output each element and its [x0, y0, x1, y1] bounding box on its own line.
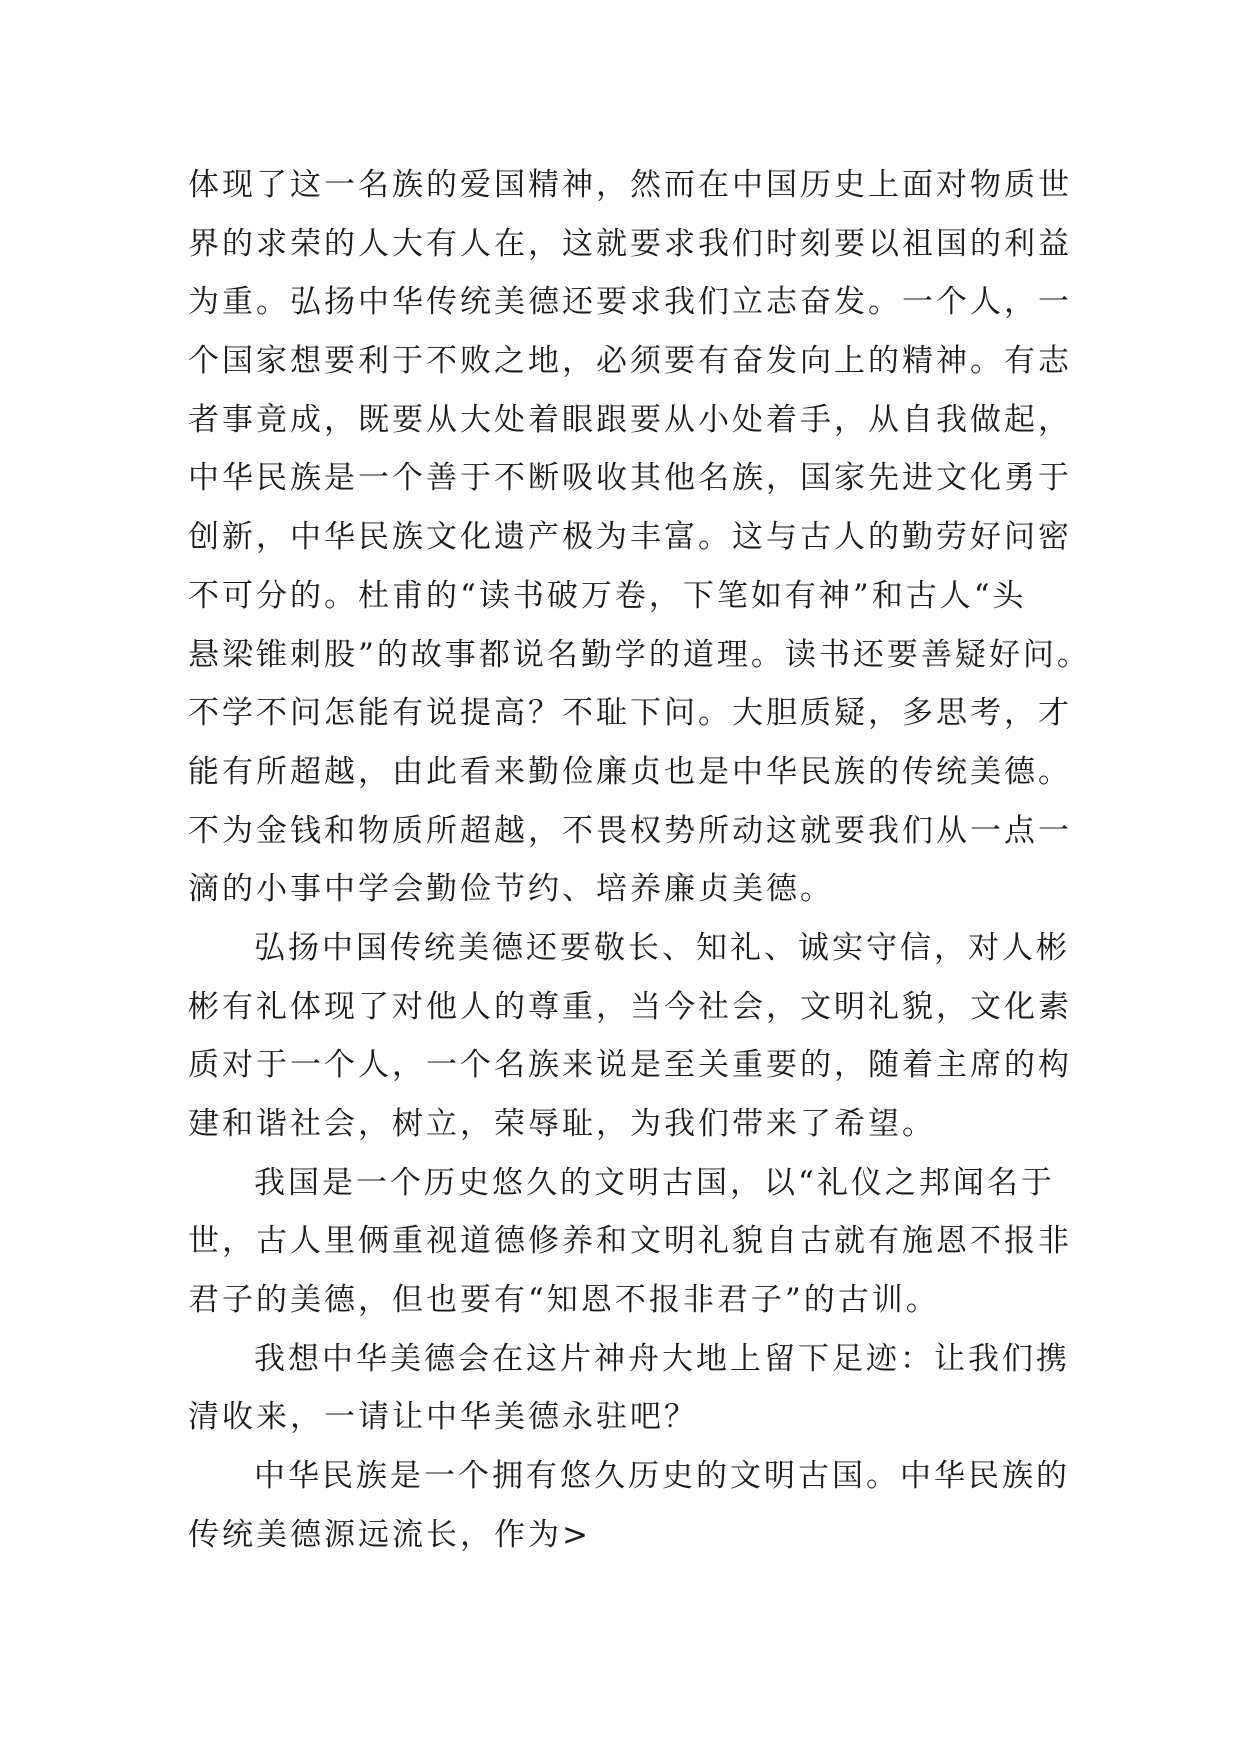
text-line: 质对于一个人，一个名族来说是至关重要的，随着主席的构 [188, 1047, 1072, 1084]
text-line: 悬梁锥刺股”的故事都说名勤学的道理。读书还要善疑好问。 [188, 636, 1091, 673]
body-text [188, 156, 1091, 1565]
text-line: 不学不问怎能有说提高？不耻下问。大胆质疑，多思考，才 [188, 695, 1072, 732]
text-line: 不为金钱和物质所超越，不畏权势所动这就要我们从一点一 [188, 812, 1072, 849]
text-line: 滴的小事中学会勤俭节约、培养廉贞美德。 [188, 871, 834, 908]
text-line: 世，古人里俩重视道德修养和文明礼貌自古就有施恩不报非 [188, 1223, 1072, 1260]
text-line: 体现了这一名族的爱国精神，然而在中国历史上面对物质世 [188, 167, 1072, 203]
text-line: 中华民族是一个善于不断吸收其他名族，国家先进文化勇于 [188, 460, 1072, 497]
text-line: 者事竟成，既要从大处着眼跟要从小处着手，从自我做起， [188, 401, 1072, 438]
text-line: 为重。弘扬中华传统美德还要求我们立志奋发。一个人，一 [188, 284, 1072, 321]
text-line: 彬有礼体现了对他人的尊重，当今社会，文明礼貌，文化素 [188, 988, 1072, 1025]
text-line: 君子的美德，但也要有“知恩不报非君子”的古训。 [188, 1282, 940, 1319]
paragraph-first-line: 弘扬中国传统美德还要敬长、知礼、诚实守信，对人彬 [254, 929, 1070, 966]
paragraph-first-line: 我国是一个历史悠久的文明古国，以“礼仪之邦闻名于 [254, 1164, 1055, 1201]
text-line: 建和谐社会，树立，荣辱耻，为我们带来了希望。 [188, 1106, 936, 1142]
paragraph-first-line: 中华民族是一个拥有悠久历史的文明古国。中华民族的 [254, 1458, 1070, 1495]
text-line: 能有所超越，由此看来勤俭廉贞也是中华民族的传统美德。 [188, 753, 1072, 790]
paragraph-first-line: 我想中华美德会在这片神舟大地上留下足迹：让我们携 [254, 1340, 1070, 1377]
text-line: 清收来，一请让中华美德永驻吧？ [188, 1399, 698, 1436]
text-line: 不可分的。杜甫的“读书破万卷，下笔如有神”和古人“头 [188, 577, 1027, 614]
text-line: 个国家想要利于不败之地，必须要有奋发向上的精神。有志 [188, 343, 1072, 380]
text-line: 界的求荣的人大有人在，这就要求我们时刻要以祖国的利益 [188, 225, 1072, 262]
text-line: 传统美德源远流长，作为> [188, 1516, 591, 1553]
text-line: 创新，中华民族文化遗产极为丰富。这与古人的勤劳好问密 [188, 519, 1072, 556]
